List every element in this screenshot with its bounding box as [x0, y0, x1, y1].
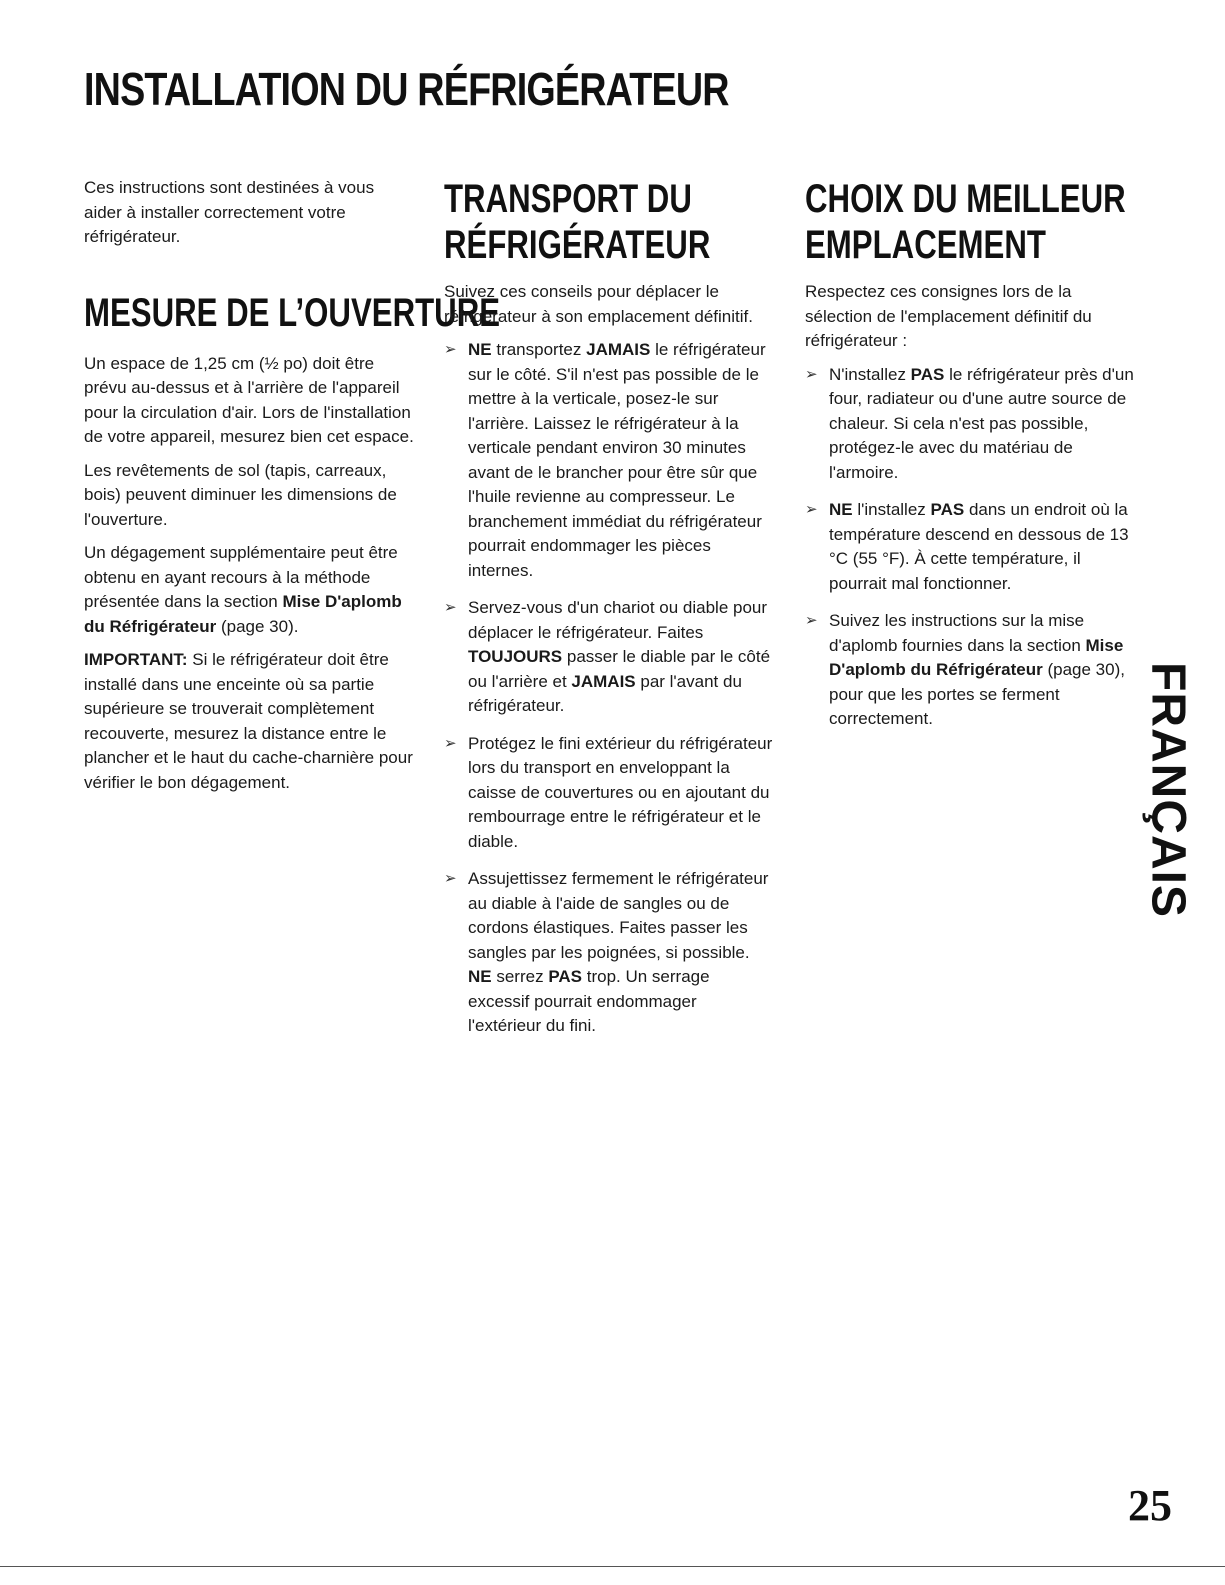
bottom-divider: [0, 1566, 1225, 1567]
arrow-bullet-icon: ➢: [805, 612, 818, 629]
arrow-bullet-icon: ➢: [444, 341, 457, 358]
text-run: serrez: [491, 967, 549, 986]
emphasis: NE: [829, 500, 853, 519]
text-run: passer le diable par le côté ou l'arrière et: [468, 647, 771, 691]
heading-line: TRANSPORT DU: [444, 177, 692, 221]
transport-list: [444, 338, 774, 1039]
text-run: (page 30).: [216, 616, 299, 636]
important-text: Si le réfrigérateur doit être installé dans une enceinte où sa partie supérieure se trouverait complètement recouverte, mesurez la distance entre le plancher et le haut du cache-charnière pour vérifier le bon dégagement.: [84, 650, 413, 792]
mesure-paragraph-3: [84, 541, 414, 639]
arrow-bullet-icon: ➢: [805, 365, 818, 383]
text-run: (page 30), pour que les portes se ferment correctement.: [829, 660, 1125, 728]
text-run: trop. Un serrage excessif pourrait endommager l'extérieur du fini.: [468, 967, 710, 1035]
text-run: Protégez le fini extérieur du réfrigérateur lors du transport en enveloppant la caisse de couvertures ou en ajoutant du rembourrage entre le réfrigérateur et le diable.: [468, 733, 773, 851]
transport-heading: [444, 176, 711, 268]
language-side-tab: [1138, 660, 1198, 920]
choix-heading: [805, 176, 1126, 268]
list-item: [444, 867, 774, 1039]
column-left: [84, 176, 501, 804]
list-item: [444, 732, 774, 855]
heading-line: CHOIX DU MEILLEUR: [805, 177, 1126, 221]
choix-list: [805, 363, 1135, 732]
page-number: 25: [1128, 1481, 1172, 1530]
heading-line: EMPLACEMENT: [805, 223, 1046, 267]
emphasis: PAS: [548, 967, 583, 986]
emphasis: PAS: [910, 364, 945, 384]
section-reference: Mise D'aplomb du Réfrigérateur: [829, 635, 1124, 679]
text-run: N'installez: [829, 364, 911, 384]
important-note: [84, 648, 414, 795]
text-run: dans un endroit où la température descend en dessous de 13 °C (55 °F). À cette température, il pourrait mal fonctionner.: [829, 500, 1129, 593]
text-run: Servez-vous d'un chariot ou diable pour déplacer le réfrigérateur. Faites: [468, 598, 768, 642]
list-item: [805, 498, 1135, 596]
column-right: [805, 176, 1135, 745]
mesure-heading: MESURE DE L’OUVERTURE: [84, 290, 501, 335]
list-item: [805, 609, 1135, 732]
intro-paragraph: Ces instructions sont destinées à vous aider à installer correctement votre réfrigérateur.: [84, 178, 375, 246]
list-item: [444, 338, 774, 583]
page-title: INSTALLATION DU RÉFRIGÉRATEUR: [84, 63, 729, 115]
text-run: Un dégagement supplémentaire peut être obtenu en ayant recours à la méthode présentée dans la section: [84, 543, 398, 611]
language-label: FRANÇAIS: [1141, 662, 1195, 918]
transport-intro: Suivez ces conseils pour déplacer le réfrigérateur à son emplacement définitif.: [444, 282, 753, 326]
arrow-bullet-icon: ➢: [805, 501, 818, 518]
arrow-bullet-icon: ➢: [444, 734, 457, 752]
list-item: [444, 596, 774, 719]
emphasis: NE: [468, 967, 492, 986]
emphasis: PAS: [930, 500, 965, 519]
emphasis: TOUJOURS: [468, 647, 563, 666]
list-item: [805, 363, 1135, 486]
text-run: le réfrigérateur sur le côté. S'il n'est pas possible de le mettre à la verticale, posez-le sur l'arrière. Laissez le réfrigérateur à la verticale pendant environ 30 minutes avant de le brancher pour être sûr que l'huile revienne au compresseur. Le branchement immédiat du réfrigérateur pourrait endommager les pièces internes.: [468, 340, 766, 580]
mesure-paragraph-2: Les revêtements de sol (tapis, carreaux, bois) peuvent diminuer les dimensions de l'ouverture.: [84, 460, 397, 529]
important-label: IMPORTANT:: [84, 650, 188, 669]
text-run: le réfrigérateur près d'un four, radiateur ou d'une autre source de chaleur. Si cela n'est pas possible, protégez-le avec du matériau de l'armoire.: [829, 364, 1134, 482]
arrow-bullet-icon: ➢: [444, 870, 457, 887]
emphasis: JAMAIS: [586, 340, 651, 359]
heading-line: RÉFRIGÉRATEUR: [444, 223, 711, 267]
mesure-paragraph-1: Un espace de 1,25 cm (½ po) doit être prévu au-dessus et à l'arrière de l'appareil pour la circulation d'air. Lors de l'installation de votre appareil, mesurez bien cet espace.: [84, 353, 414, 446]
text-run: Assujettissez fermement le réfrigérateur au diable à l'aide de sangles ou de cordons élastiques. Faites passer les sangles par les poignées, si possible.: [468, 869, 769, 962]
text-run: par l'avant du réfrigérateur.: [468, 671, 742, 715]
section-reference: Mise D'aplomb du Réfrigérateur: [84, 592, 402, 636]
emphasis: JAMAIS: [571, 671, 636, 691]
choix-intro: Respectez ces consignes lors de la sélection de l'emplacement définitif du réfrigérateur :: [805, 282, 1092, 350]
arrow-bullet-icon: ➢: [444, 599, 457, 616]
emphasis: NE: [468, 340, 492, 359]
text-run: Suivez les instructions sur la mise d'aplomb fournies dans la section: [829, 611, 1086, 655]
column-middle: [444, 176, 774, 1052]
text-run: transportez: [491, 340, 587, 359]
text-run: l'installez: [852, 500, 931, 519]
